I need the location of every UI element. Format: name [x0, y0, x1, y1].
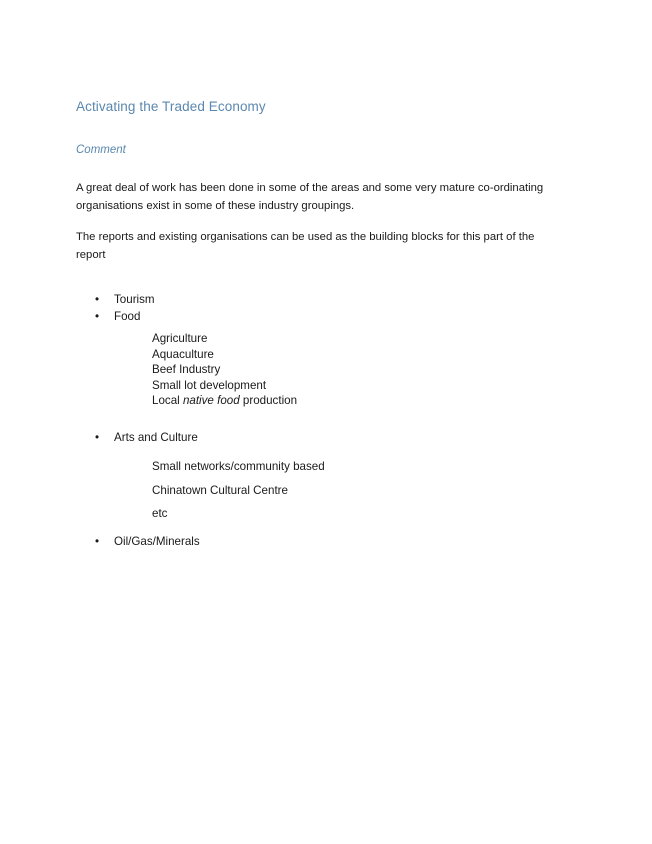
sub-list-item: Aquaculture: [152, 347, 214, 361]
food-sub-list: [76, 331, 576, 409]
spacer: [76, 446, 576, 455]
native-food-suffix: production: [239, 394, 298, 408]
spacer: [76, 525, 576, 534]
industry-list: [76, 264, 576, 551]
sub-list-item: Agriculture: [152, 332, 208, 345]
native-food-prefix: Local: [152, 394, 183, 408]
document-content: [76, 98, 576, 551]
list-item-label: Tourism: [114, 293, 155, 306]
sub-list-item: Small lot development: [152, 378, 267, 392]
body-paragraph-1: A great deal of work has been done in some of the areas and some very mature co-ordinating organisations exist in some of these industry groupings.: [76, 182, 544, 212]
body-paragraph-2: The reports and existing organisations can be used as the building blocks for this part of the report: [76, 231, 535, 261]
comment-label: Comment: [76, 144, 126, 156]
sub-list-item: Small networks/community based: [152, 460, 325, 474]
bullet-icon: •: [95, 293, 100, 306]
list-item-label: Oil/Gas/Minerals: [114, 535, 200, 549]
list-item-oil-gas-minerals: [76, 534, 576, 551]
arts-sub-list: [76, 455, 576, 525]
spacer: [76, 409, 576, 430]
page-title: Activating the Traded Economy: [76, 99, 266, 114]
native-food-emphasis: native food: [182, 394, 240, 408]
bullet-icon: •: [95, 535, 100, 549]
sub-list-item: Chinatown Cultural Centre: [152, 483, 288, 497]
list-item-tourism: [76, 292, 576, 309]
list-item-arts-and-culture: [76, 430, 576, 447]
bullet-icon: •: [95, 430, 100, 444]
list-item-label: Arts and Culture: [114, 430, 198, 444]
list-item-label: Food: [114, 309, 141, 323]
list-item-food: [76, 309, 576, 326]
sub-list-item-native-food: [152, 393, 576, 409]
sub-list-item: etc: [152, 506, 168, 520]
bullet-icon: •: [95, 309, 100, 323]
sub-list-item: Beef Industry: [152, 363, 221, 377]
